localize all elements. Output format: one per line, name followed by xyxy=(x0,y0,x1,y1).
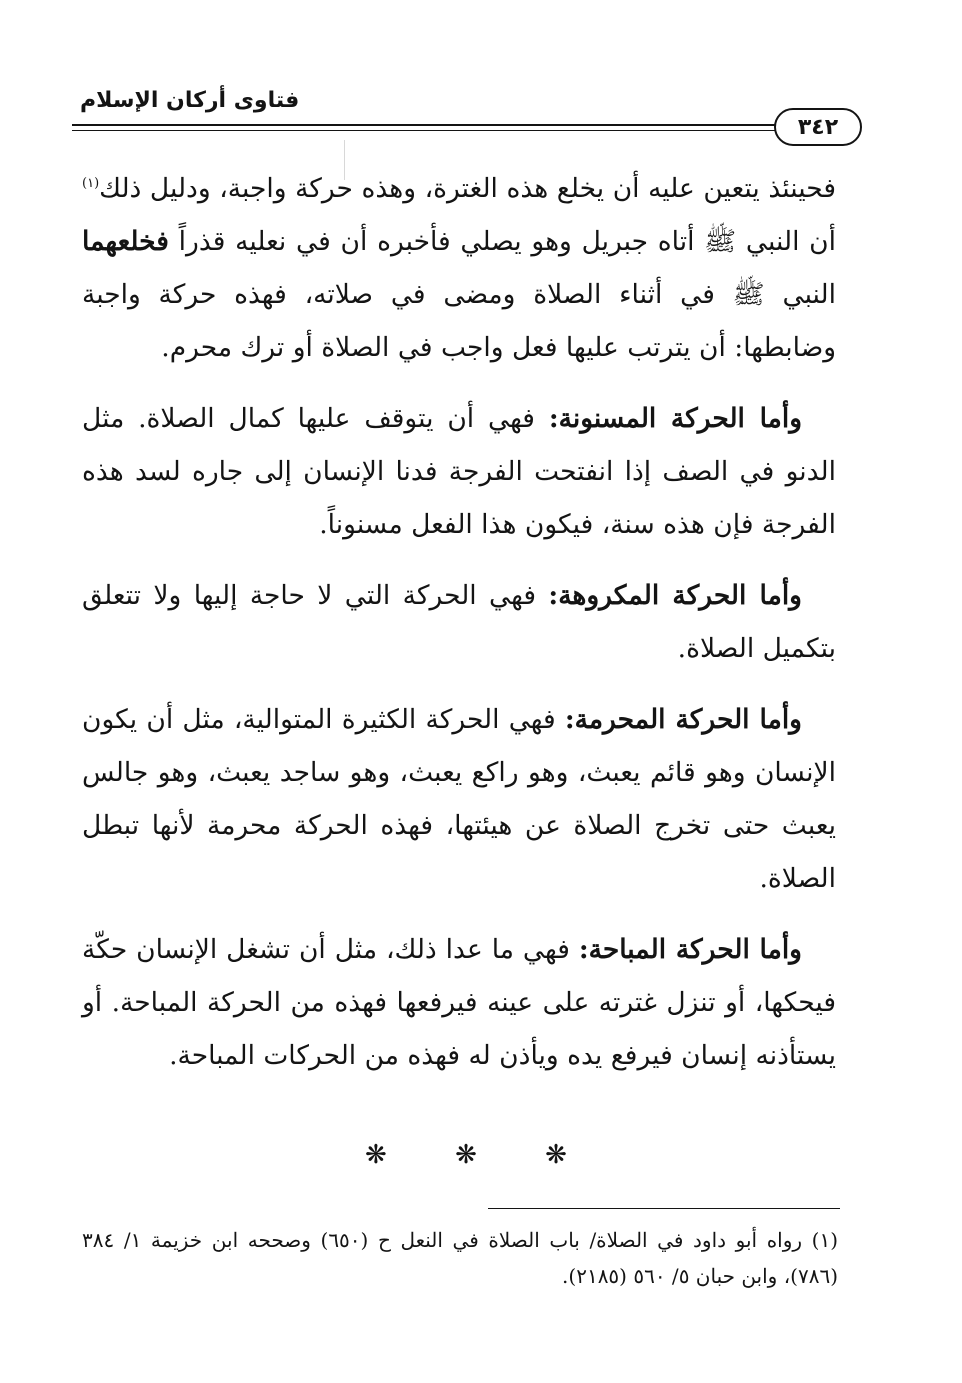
footnote-rule xyxy=(488,1208,840,1209)
p4-text: فهي الحركة الكثيرة المتوالية، مثل أن يكون الإنسان وهو قائم يعبث، وهو راكع يعبث، وهو ساجد يعبث، وهو جالس يعبث حتى تخرج الصلاة عن هيئتها، فهذه الحركة محرمة لأنها تبطل الصلاة. xyxy=(82,704,836,894)
page-header xyxy=(72,84,862,154)
body-text xyxy=(82,162,836,1100)
p1-text-2: أن النبي ﷺ أتاه جبريل وهو يصلي فأخبره أن في نعليه قذراً xyxy=(168,226,836,257)
paragraph-2 xyxy=(82,392,836,551)
p3-heading: وأما الحركة المكروهة: xyxy=(548,580,802,611)
p2-text: فهي أن يتوقف عليها كمال الصلاة. مثل الدنو في الصف إذا انفتحت الفرجة فدنا الإنسان إلى جاره لسد هذه الفرجة فإن هذه سنة، فيكون هذا الفعل مسنوناً. xyxy=(82,403,836,540)
p5-text: فهي ما عدا ذلك، مثل أن تشغل الإنسان حكّة فيحكها، أو تنزل غترته على عينه فيرفعها فهذه من الحركة المباحة. أو يستأذنه إنسان فيرفع يده ويأذن له فهذه من الحركات المباحة. xyxy=(82,934,836,1071)
paragraph-3 xyxy=(82,569,836,675)
paragraph-1 xyxy=(82,162,836,374)
footnote-ref[interactable]: (١) xyxy=(82,176,100,192)
header-rule xyxy=(72,124,787,131)
p4-heading: وأما الحركة المحرمة: xyxy=(564,704,802,735)
running-title: فتاوى أركان الإسلام xyxy=(80,88,300,113)
paragraph-5 xyxy=(82,923,836,1082)
p1-text-3: النبي ﷺ في أثناء الصلاة ومضى في صلاته، فهذه حركة واجبة وضابطها: أن يترتب عليها فعل واجب في الصلاة أو ترك محرم. xyxy=(82,279,836,363)
p5-heading: وأما الحركة المباحة: xyxy=(578,934,802,965)
footnote: (١) رواه أبو داود في الصلاة/ باب الصلاة في النعل ح (٦٥٠) وصححه ابن خزيمة ١/ ٣٨٤ (٧٨٦)، وابن حبان ٥/ ٥٦٠ (٢١٨٥). xyxy=(82,1228,839,1288)
p3-text: فهي الحركة التي لا حاجة إليها ولا تتعلق بتكميل الصلاة. xyxy=(82,580,836,664)
page-number: ٣٤٢ xyxy=(774,108,862,146)
section-separator: ❋ ❋ ❋ xyxy=(365,1140,597,1170)
p2-heading: وأما الحركة المسنونة: xyxy=(548,403,802,434)
p1-text-1: فحينئذ يتعين عليه أن يخلع هذه الغترة، وهذه حركة واجبة، ودليل ذلك xyxy=(99,173,836,204)
p1-bold: فخلعهما xyxy=(82,226,169,257)
paragraph-4 xyxy=(82,693,836,905)
